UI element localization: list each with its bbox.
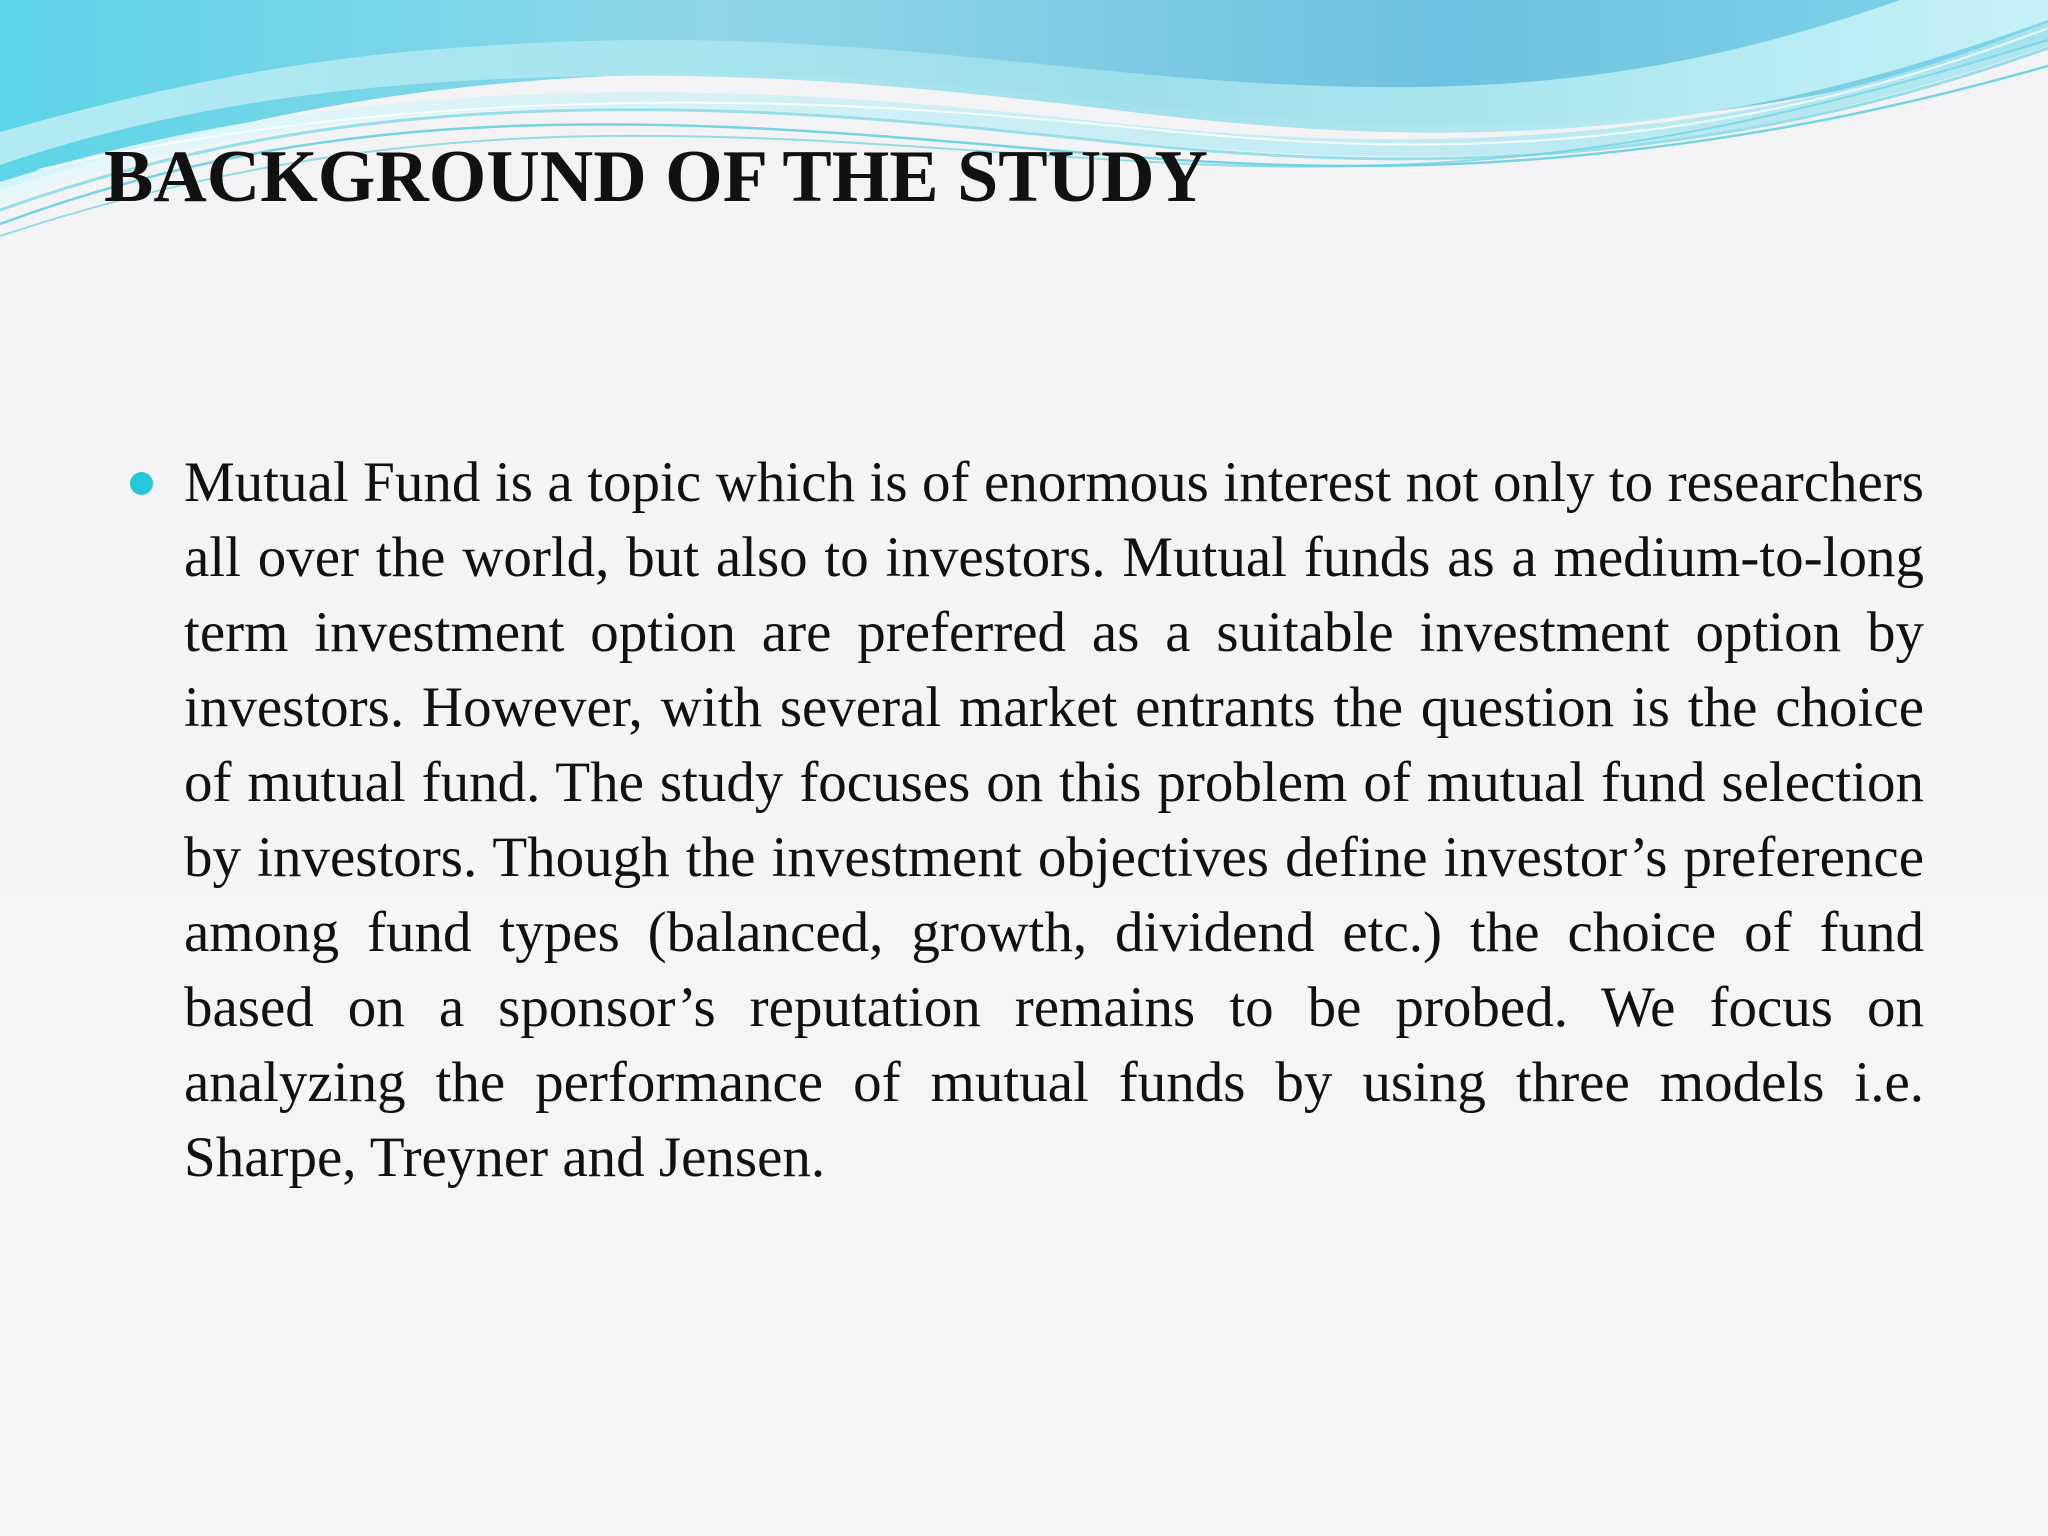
- bullet-dot-icon: [130, 472, 153, 495]
- bullet-text: Mutual Fund is a topic which is of enormous interest not only to researchers all over the world, but also to investors. Mutual funds as a medium-to-long term investment option are preferred as a suitable investment option by investors. However, with several market entrants the question is the choice of mutual fund. The study focuses on this problem of mutual fund selection by investors. Though the investment objectives define investor’s preference among fund types (balanced, growth, dividend etc.) the choice of fund based on a sponsor’s reputation remains to be probed. We focus on analyzing the performance of mutual funds by using three models i.e. Sharpe, Treyner and Jensen.: [184, 451, 1924, 1189]
- bullet-item: [184, 445, 1924, 1195]
- slide-title: BACKGROUND OF THE STUDY: [104, 136, 1208, 218]
- bullet-list: [184, 445, 1924, 1195]
